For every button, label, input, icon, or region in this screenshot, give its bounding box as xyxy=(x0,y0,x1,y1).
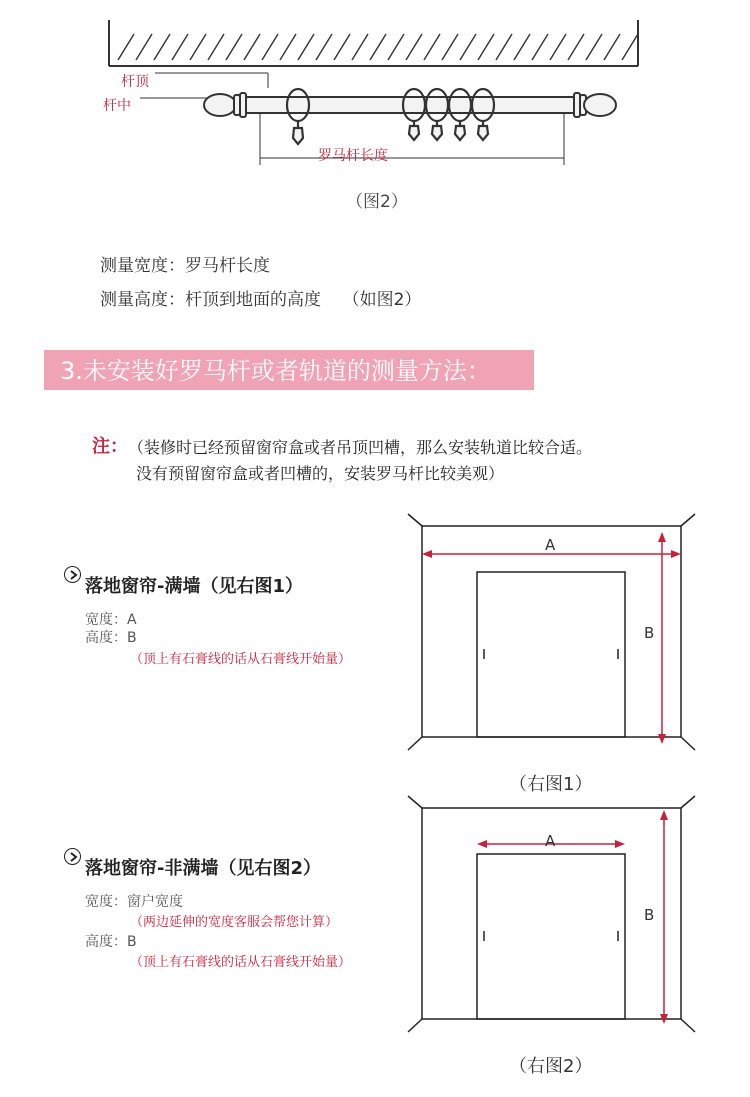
hatch-line xyxy=(244,34,260,60)
hatch-line xyxy=(406,34,422,60)
note-line-1: （装修时已经预留窗帘盒或者吊顶凹槽，那么安装轨道比较合适。 xyxy=(128,438,593,457)
hatch-line xyxy=(496,34,512,60)
case2-height-note: （顶上有石膏线的话从石膏线开始量） xyxy=(130,955,352,970)
curtain-rod-diagram xyxy=(0,0,750,180)
diagram1-label-a: A xyxy=(545,536,556,554)
diagram1-label-b: B xyxy=(644,624,655,642)
hatch-line xyxy=(136,34,152,60)
section-banner xyxy=(44,350,534,390)
hatch-line xyxy=(226,34,242,60)
case1-width: 宽度：A xyxy=(85,612,137,628)
diagram2-label-a: A xyxy=(545,832,556,850)
hatch-line xyxy=(586,34,602,60)
case2-title: 落地窗帘-非满墙（见右图2） xyxy=(85,858,321,879)
case1-title: 落地窗帘-满墙（见右图1） xyxy=(85,576,303,597)
hatch-line xyxy=(316,34,332,60)
note-label: 注： xyxy=(92,436,128,457)
hatch-line xyxy=(478,34,494,60)
section-title: 3.未安装好罗马杆或者轨道的测量方法： xyxy=(60,357,491,385)
case2-width-note: （两边延伸的宽度客服会帮您计算） xyxy=(130,915,339,930)
case2-height: 高度：B xyxy=(85,934,137,950)
hatch-line xyxy=(568,34,584,60)
diagram2-label-b: B xyxy=(644,906,655,924)
ceiling-hatch xyxy=(109,20,638,66)
wall-diagram-1 xyxy=(0,510,750,770)
hatch-line xyxy=(370,34,386,60)
case1-height-note: （顶上有石膏线的话从石膏线开始量） xyxy=(130,652,352,667)
hatch-line xyxy=(442,34,458,60)
rod-top-label: 杆顶 xyxy=(121,74,149,90)
case2-width: 宽度：窗户宽度 xyxy=(85,894,183,910)
hatch-line xyxy=(622,34,638,60)
hatch-line xyxy=(172,34,188,60)
hatch-line xyxy=(298,34,314,60)
hatch-line xyxy=(460,34,476,60)
hatch-line xyxy=(532,34,548,60)
measure-width-text: 测量宽度：罗马杆长度 xyxy=(100,256,270,276)
hatch-line xyxy=(388,34,404,60)
note-line-2: 没有预留窗帘盒或者凹槽的，安装罗马杆比较美观） xyxy=(136,464,505,483)
hatch-line xyxy=(208,34,224,60)
figure-right-2-caption: （右图2） xyxy=(509,1056,593,1077)
hatch-line xyxy=(550,34,566,60)
hatch-line xyxy=(352,34,368,60)
measure-height-text: 测量高度：杆顶到地面的高度 （如图2） xyxy=(100,290,422,310)
hatch-line xyxy=(514,34,530,60)
rod-middle-label: 杆中 xyxy=(103,98,131,114)
figure-right-1-caption: （右图1） xyxy=(509,774,593,795)
hatch-line xyxy=(424,34,440,60)
hatch-line xyxy=(280,34,296,60)
roman-rod xyxy=(204,93,616,117)
rod-length-label: 罗马杆长度 xyxy=(318,148,388,164)
wall-diagram-2 xyxy=(0,792,750,1042)
hatch-line xyxy=(604,34,620,60)
figure-2-caption: （图2） xyxy=(346,192,408,212)
hatch-line xyxy=(262,34,278,60)
hatch-line xyxy=(154,34,170,60)
hatch-line xyxy=(118,34,134,60)
case1-height: 高度：B xyxy=(85,630,137,646)
hatch-line xyxy=(190,34,206,60)
hatch-line xyxy=(334,34,350,60)
